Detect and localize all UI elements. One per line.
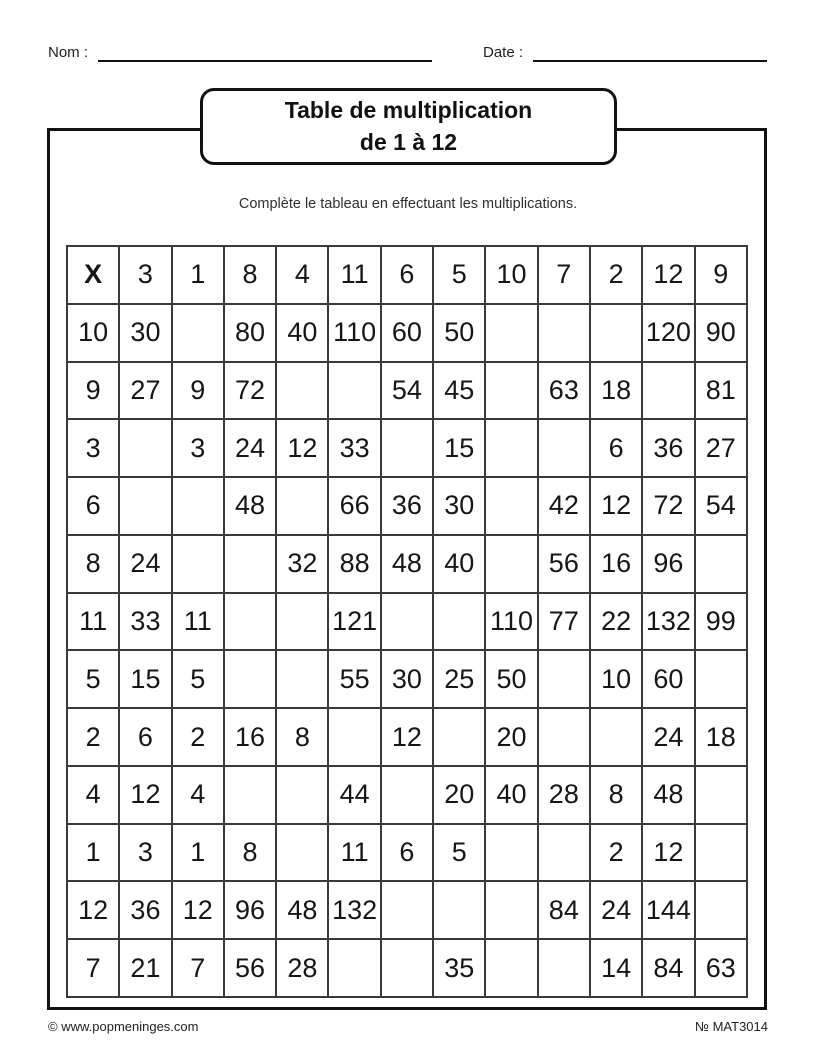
table-row — [67, 304, 747, 362]
empty-answer-cell[interactable] — [119, 477, 171, 535]
multiplication-table — [66, 245, 748, 998]
empty-answer-cell[interactable] — [224, 535, 276, 593]
empty-answer-cell[interactable] — [538, 304, 590, 362]
product-cell: 63 — [695, 939, 747, 997]
product-cell: 88 — [328, 535, 380, 593]
empty-answer-cell[interactable] — [381, 593, 433, 651]
product-cell: 6 — [590, 419, 642, 477]
product-cell: 24 — [224, 419, 276, 477]
column-header-cell: 12 — [642, 246, 694, 304]
table-row — [67, 824, 747, 882]
product-cell: 33 — [328, 419, 380, 477]
row-header-cell: 3 — [67, 419, 119, 477]
product-cell: 8 — [224, 824, 276, 882]
product-cell: 7 — [172, 939, 224, 997]
product-cell: 121 — [328, 593, 380, 651]
empty-answer-cell[interactable] — [172, 535, 224, 593]
column-header-cell: 3 — [119, 246, 171, 304]
product-cell: 96 — [642, 535, 694, 593]
empty-answer-cell[interactable] — [381, 419, 433, 477]
empty-answer-cell[interactable] — [381, 766, 433, 824]
corner-cell: X — [67, 246, 119, 304]
product-cell: 1 — [172, 824, 224, 882]
product-cell: 3 — [119, 824, 171, 882]
empty-answer-cell[interactable] — [485, 362, 537, 420]
row-header-cell: 6 — [67, 477, 119, 535]
table-row — [67, 939, 747, 997]
table-row — [67, 477, 747, 535]
empty-answer-cell[interactable] — [485, 881, 537, 939]
name-fill-line[interactable] — [98, 44, 432, 62]
product-cell: 3 — [172, 419, 224, 477]
date-fill-line[interactable] — [533, 44, 767, 62]
product-cell: 96 — [224, 881, 276, 939]
page-title-line1: Table de multiplication — [284, 97, 533, 124]
row-header-cell: 10 — [67, 304, 119, 362]
empty-answer-cell[interactable] — [381, 939, 433, 997]
header-row — [67, 246, 747, 304]
empty-answer-cell[interactable] — [695, 881, 747, 939]
product-cell: 54 — [695, 477, 747, 535]
product-cell: 20 — [433, 766, 485, 824]
title-box — [200, 88, 617, 165]
product-cell: 132 — [642, 593, 694, 651]
product-cell: 60 — [381, 304, 433, 362]
empty-answer-cell[interactable] — [695, 824, 747, 882]
product-cell: 42 — [538, 477, 590, 535]
empty-answer-cell[interactable] — [538, 650, 590, 708]
product-cell: 4 — [172, 766, 224, 824]
footer-reference-code: № MAT3014 — [695, 1019, 768, 1034]
product-cell: 9 — [172, 362, 224, 420]
table-row — [67, 362, 747, 420]
product-cell: 2 — [172, 708, 224, 766]
product-cell: 24 — [590, 881, 642, 939]
product-cell: 12 — [590, 477, 642, 535]
footer-copyright: © www.popmeninges.com — [48, 1019, 199, 1034]
product-cell: 6 — [381, 824, 433, 882]
product-cell: 36 — [381, 477, 433, 535]
product-cell: 40 — [433, 535, 485, 593]
empty-answer-cell[interactable] — [224, 650, 276, 708]
empty-answer-cell[interactable] — [695, 535, 747, 593]
product-cell: 40 — [276, 304, 328, 362]
empty-answer-cell[interactable] — [538, 708, 590, 766]
product-cell: 11 — [328, 824, 380, 882]
product-cell: 120 — [642, 304, 694, 362]
product-cell: 28 — [276, 939, 328, 997]
product-cell: 14 — [590, 939, 642, 997]
product-cell: 35 — [433, 939, 485, 997]
product-cell: 24 — [642, 708, 694, 766]
empty-answer-cell[interactable] — [328, 362, 380, 420]
product-cell: 12 — [381, 708, 433, 766]
product-cell: 84 — [642, 939, 694, 997]
product-cell: 8 — [276, 708, 328, 766]
name-field — [48, 44, 432, 62]
column-header-cell: 5 — [433, 246, 485, 304]
empty-answer-cell[interactable] — [538, 419, 590, 477]
product-cell: 81 — [695, 362, 747, 420]
table-row — [67, 881, 747, 939]
page-title-line2: de 1 à 12 — [359, 128, 458, 155]
row-header-cell: 5 — [67, 650, 119, 708]
product-cell: 22 — [590, 593, 642, 651]
empty-answer-cell[interactable] — [590, 304, 642, 362]
instruction-text: Complète le tableau en effectuant les multiplications. — [238, 196, 578, 212]
empty-answer-cell[interactable] — [590, 708, 642, 766]
product-cell: 18 — [695, 708, 747, 766]
empty-answer-cell[interactable] — [485, 419, 537, 477]
product-cell: 16 — [590, 535, 642, 593]
product-cell: 40 — [485, 766, 537, 824]
product-cell: 72 — [224, 362, 276, 420]
product-cell: 44 — [328, 766, 380, 824]
empty-answer-cell[interactable] — [381, 881, 433, 939]
product-cell: 90 — [695, 304, 747, 362]
empty-answer-cell[interactable] — [485, 304, 537, 362]
empty-answer-cell[interactable] — [276, 593, 328, 651]
product-cell: 48 — [276, 881, 328, 939]
product-cell: 55 — [328, 650, 380, 708]
product-cell: 25 — [433, 650, 485, 708]
product-cell: 84 — [538, 881, 590, 939]
product-cell: 16 — [224, 708, 276, 766]
table-row — [67, 766, 747, 824]
empty-answer-cell[interactable] — [276, 650, 328, 708]
empty-answer-cell[interactable] — [642, 362, 694, 420]
product-cell: 80 — [224, 304, 276, 362]
date-field — [483, 44, 767, 62]
product-cell: 48 — [642, 766, 694, 824]
empty-answer-cell[interactable] — [172, 477, 224, 535]
product-cell: 27 — [119, 362, 171, 420]
empty-answer-cell[interactable] — [538, 939, 590, 997]
row-header-cell: 12 — [67, 881, 119, 939]
product-cell: 12 — [642, 824, 694, 882]
table-row — [67, 419, 747, 477]
product-cell: 56 — [538, 535, 590, 593]
table-row — [67, 593, 747, 651]
product-cell: 48 — [381, 535, 433, 593]
empty-answer-cell[interactable] — [695, 766, 747, 824]
row-header-cell: 9 — [67, 362, 119, 420]
product-cell: 12 — [276, 419, 328, 477]
column-header-cell: 11 — [328, 246, 380, 304]
product-cell: 11 — [172, 593, 224, 651]
product-cell: 10 — [590, 650, 642, 708]
product-cell: 24 — [119, 535, 171, 593]
row-header-cell: 1 — [67, 824, 119, 882]
empty-answer-cell[interactable] — [172, 304, 224, 362]
date-label: Date : — [483, 44, 524, 61]
empty-answer-cell[interactable] — [485, 939, 537, 997]
column-header-cell: 1 — [172, 246, 224, 304]
row-header-cell: 2 — [67, 708, 119, 766]
product-cell: 48 — [224, 477, 276, 535]
empty-answer-cell[interactable] — [433, 708, 485, 766]
name-label: Nom : — [48, 44, 89, 61]
empty-answer-cell[interactable] — [224, 593, 276, 651]
product-cell: 28 — [538, 766, 590, 824]
empty-answer-cell[interactable] — [224, 766, 276, 824]
table-row — [67, 708, 747, 766]
product-cell: 66 — [328, 477, 380, 535]
empty-answer-cell[interactable] — [485, 477, 537, 535]
product-cell: 30 — [381, 650, 433, 708]
product-cell: 30 — [119, 304, 171, 362]
product-cell: 110 — [485, 593, 537, 651]
row-header-cell: 7 — [67, 939, 119, 997]
product-cell: 50 — [433, 304, 485, 362]
product-cell: 132 — [328, 881, 380, 939]
empty-answer-cell[interactable] — [328, 939, 380, 997]
product-cell: 32 — [276, 535, 328, 593]
product-cell: 30 — [433, 477, 485, 535]
empty-answer-cell[interactable] — [538, 824, 590, 882]
empty-answer-cell[interactable] — [276, 362, 328, 420]
table-row — [67, 650, 747, 708]
column-header-cell: 8 — [224, 246, 276, 304]
product-cell: 15 — [433, 419, 485, 477]
product-cell: 2 — [590, 824, 642, 882]
product-cell: 6 — [119, 708, 171, 766]
product-cell: 36 — [642, 419, 694, 477]
product-cell: 8 — [590, 766, 642, 824]
product-cell: 60 — [642, 650, 694, 708]
product-cell: 63 — [538, 362, 590, 420]
product-cell: 15 — [119, 650, 171, 708]
column-header-cell: 9 — [695, 246, 747, 304]
row-header-cell: 11 — [67, 593, 119, 651]
product-cell: 99 — [695, 593, 747, 651]
empty-answer-cell[interactable] — [433, 593, 485, 651]
empty-answer-cell[interactable] — [276, 766, 328, 824]
product-cell: 5 — [172, 650, 224, 708]
empty-answer-cell[interactable] — [485, 824, 537, 882]
empty-answer-cell[interactable] — [695, 650, 747, 708]
product-cell: 18 — [590, 362, 642, 420]
product-cell: 12 — [119, 766, 171, 824]
column-header-cell: 7 — [538, 246, 590, 304]
product-cell: 50 — [485, 650, 537, 708]
product-cell: 144 — [642, 881, 694, 939]
product-cell: 110 — [328, 304, 380, 362]
empty-answer-cell[interactable] — [433, 881, 485, 939]
table-row — [67, 535, 747, 593]
product-cell: 72 — [642, 477, 694, 535]
row-header-cell: 8 — [67, 535, 119, 593]
empty-answer-cell[interactable] — [276, 477, 328, 535]
product-cell: 54 — [381, 362, 433, 420]
column-header-cell: 2 — [590, 246, 642, 304]
empty-answer-cell[interactable] — [276, 824, 328, 882]
product-cell: 27 — [695, 419, 747, 477]
product-cell: 20 — [485, 708, 537, 766]
product-cell: 21 — [119, 939, 171, 997]
empty-answer-cell[interactable] — [328, 708, 380, 766]
product-cell: 36 — [119, 881, 171, 939]
column-header-cell: 10 — [485, 246, 537, 304]
empty-answer-cell[interactable] — [485, 535, 537, 593]
product-cell: 56 — [224, 939, 276, 997]
product-cell: 5 — [433, 824, 485, 882]
product-cell: 77 — [538, 593, 590, 651]
product-cell: 33 — [119, 593, 171, 651]
empty-answer-cell[interactable] — [119, 419, 171, 477]
column-header-cell: 4 — [276, 246, 328, 304]
product-cell: 12 — [172, 881, 224, 939]
column-header-cell: 6 — [381, 246, 433, 304]
product-cell: 45 — [433, 362, 485, 420]
row-header-cell: 4 — [67, 766, 119, 824]
